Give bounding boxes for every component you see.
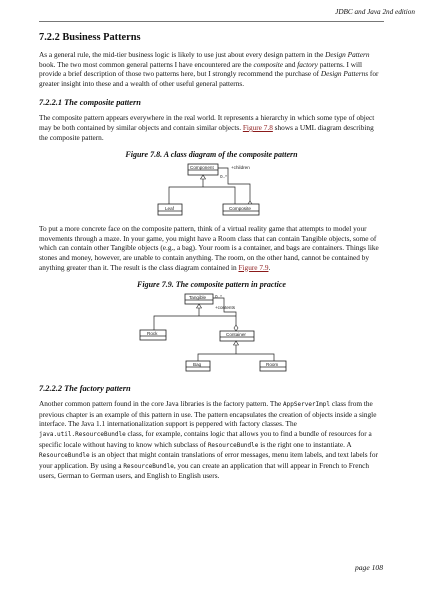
- code-term: AppServerImpl: [283, 401, 330, 409]
- composite-paragraph-1: [39, 113, 384, 142]
- text-run: is an object that might contain translations of error messages, menu item labels, and text labels for your application. By using a: [39, 450, 378, 470]
- header-rule: [39, 21, 384, 22]
- text-run: book. The two most common general patterns I have encountered are the: [39, 59, 254, 69]
- text-run: shows a UML diagram describing the composite pattern.: [39, 122, 374, 142]
- text-run: class, for example, contains logic that allows you to find a bundle of resources for a specific locale without having to know which subclass of: [39, 428, 372, 449]
- text-run: .: [268, 262, 271, 272]
- composite-class-label: Composite: [228, 206, 251, 212]
- factory-heading: 7.2.2.2 The factory pattern: [39, 384, 131, 394]
- text-run: patterns. I will provide a brief description of those two patterns here, but I strongly recommend the purchase of: [39, 59, 363, 79]
- room-class-label: Room: [265, 362, 278, 368]
- bag-class-label: Bag: [192, 362, 201, 368]
- component-class-label: Component: [189, 165, 214, 171]
- figure-7-9-diagram: [136, 292, 288, 374]
- code-term: ResourceBundle: [39, 452, 90, 460]
- intro-paragraph: [39, 50, 384, 88]
- tangible-class-label: Tangible: [188, 295, 206, 301]
- page-number: page 108: [354, 563, 383, 572]
- figure-link[interactable]: Figure 7.8: [242, 122, 273, 132]
- text-run: class from the previous chapter is an example of this pattern in use. The pattern encapsulates the creation of objects inside a single interface. The Java 1.1 internationalization support is peppered with factory classes. The: [39, 399, 377, 429]
- italic-text: Design Pattern: [325, 50, 370, 59]
- composite-paragraph-2: [39, 224, 384, 272]
- text-run: is the right one to instantiate. A: [258, 439, 352, 449]
- factory-paragraph: [39, 399, 384, 481]
- contents-role-label: +contents: [214, 305, 235, 311]
- leaf-class-label: Leaf: [164, 206, 174, 212]
- section-title: 7.2.2 Business Patterns: [39, 32, 141, 43]
- figure-link[interactable]: Figure 7.9: [238, 262, 269, 272]
- text-run: , you can create an application that will appear in French to French users, German to German users, and English to English users.: [39, 460, 370, 481]
- children-multiplicity-label: 0..*: [219, 174, 227, 180]
- figure-7-8-diagram: [156, 162, 268, 218]
- code-term: java.util.ResourceBundle: [39, 430, 126, 438]
- running-header: [0, 8, 415, 16]
- text-run: and: [283, 59, 298, 69]
- text-run: for greater insight into these and a wealth of other useful general patterns.: [39, 69, 379, 88]
- italic-text: factory: [297, 59, 318, 69]
- italic-text: composite: [253, 59, 284, 69]
- running-title: JDBC and Java 2nd edition: [335, 8, 415, 16]
- text-run: To put a more concrete face on the composite pattern, think of a virtual reality game that attempts to model your movements through a maze. In your game, you might have a Room class that can contain Tangible objects, some of which can contain other Tangible objects (e.g., a bag). Your room is a container, and bags are containers. Things like stones and money, however, are unable to contain anything. The room, on the other hand, cannot be contained by anything greater than it. The result is the class diagram contained in: [39, 224, 379, 272]
- italic-text: Design Patterns: [320, 69, 369, 79]
- code-term: ResourceBundle: [123, 462, 174, 470]
- figure-7-9-caption: Figure 7.9. The composite pattern in practice: [137, 280, 286, 290]
- text-run: As a general rule, the mid-tier business logic is likely to use just about every design pattern in the: [39, 50, 326, 59]
- text-run: The composite pattern appears everywhere in the real world. It represents a hierarchy in which some type of object may be both contained by similar objects and contain similar objects.: [39, 113, 375, 132]
- figure-7-8-caption: Figure 7.8. A class diagram of the composite pattern: [125, 150, 298, 160]
- composite-heading: 7.2.2.1 The composite pattern: [39, 98, 141, 108]
- container-class-label: Container: [225, 332, 246, 338]
- rock-class-label: Rock: [146, 331, 157, 337]
- children-role-label: +children: [230, 165, 250, 171]
- page-body: [39, 32, 384, 489]
- text-run: Another common pattern found in the core Java libraries is the factory pattern. The: [39, 399, 284, 409]
- contents-multiplicity-label: 0..*: [214, 294, 222, 300]
- code-term: ResourceBundle: [207, 441, 259, 449]
